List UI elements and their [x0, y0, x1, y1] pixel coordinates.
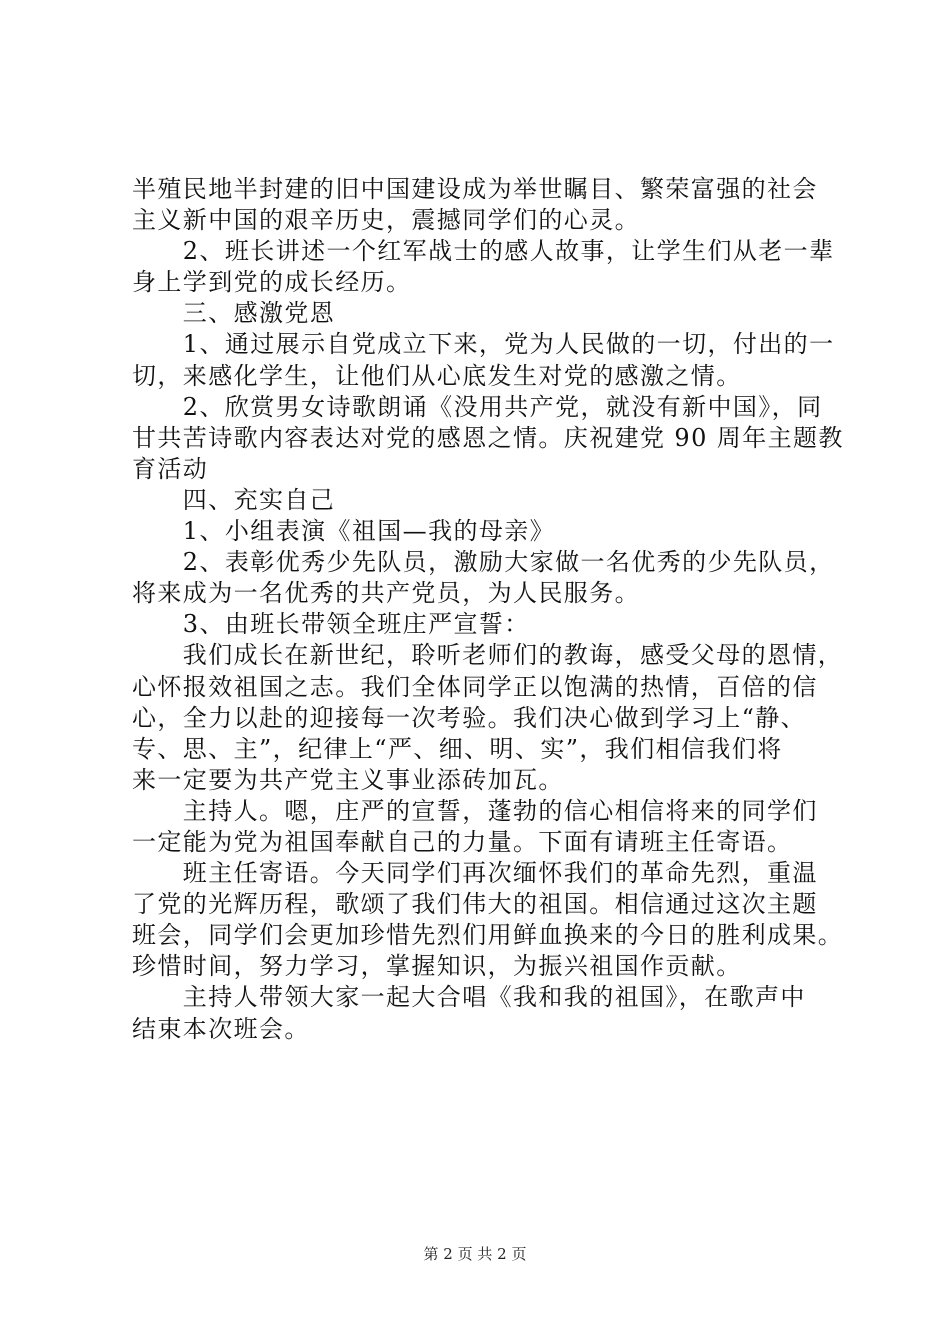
- paragraph: [132, 516, 838, 547]
- text-line: 结束本次班会。: [132, 1014, 310, 1043]
- paragraph: [132, 236, 838, 298]
- text-line: 3、由班长带领全班庄严宣誓：: [132, 610, 530, 639]
- section-heading: [132, 298, 838, 329]
- text-line: 2、欣赏男女诗歌朗诵《没用共产党，就没有新中国》，同: [132, 392, 823, 421]
- text-line: 班主任寄语。今天同学们再次缅怀我们的革命先烈，重温: [132, 859, 818, 888]
- text-line: 身上学到党的成长经历。: [132, 268, 412, 297]
- heading-text: 四、充实自己: [132, 485, 336, 514]
- text-line: 心，全力以赴的迎接每一次考验。我们决心做到学习上“静、: [132, 703, 807, 732]
- document-body: [132, 174, 844, 1045]
- text-line: 主持人。嗯，庄严的宣誓，蓬勃的信心相信将来的同学们: [132, 796, 818, 825]
- paragraph: [132, 796, 838, 858]
- paragraph: [132, 609, 838, 640]
- heading-text: 三、感激党恩: [132, 299, 336, 328]
- text-line: 我们成长在新世纪，聆听老师们的教诲，感受父母的恩情，: [132, 641, 844, 670]
- section-heading: [132, 485, 838, 516]
- paragraph: [132, 982, 838, 1044]
- text-line: 1、通过展示自党成立下来，党为人民做的一切，付出的一: [132, 330, 835, 359]
- text-line: 切，来感化学生，让他们从心底发生对党的感激之情。: [132, 361, 742, 390]
- text-line: 将来成为一名优秀的共产党员，为人民服务。: [132, 579, 640, 608]
- text-line: 1、小组表演《祖国—我的母亲》: [132, 517, 556, 546]
- text-line: 珍惜时间，努力学习，掌握知识，为振兴祖国作贡献。: [132, 952, 742, 981]
- text-line: 主持人带领大家一起大合唱《我和我的祖国》，在歌声中: [132, 983, 806, 1012]
- pledge-paragraph: [132, 640, 844, 795]
- paragraph: [132, 858, 844, 982]
- text-line: 2、班长讲述一个红军战士的感人故事，让学生们从老一辈: [132, 237, 835, 266]
- text-line: 2、表彰优秀少先队员，激励大家做一名优秀的少先队员，: [132, 548, 835, 577]
- paragraph: [132, 329, 838, 391]
- text-line: 了党的光辉历程，歌颂了我们伟大的祖国。相信通过这次主题: [132, 890, 818, 919]
- paragraph: [132, 547, 838, 609]
- text-line: 甘共苦诗歌内容表达对党的感恩之情。庆祝建党 90 周年主题教: [132, 423, 844, 452]
- text-line: 专、思、主”，纪律上“严、细、明、实”，我们相信我们将: [132, 734, 783, 763]
- text-line: 心怀报效祖国之志。我们全体同学正以饱满的热情，百倍的信: [132, 672, 818, 701]
- text-line: 育活动: [132, 454, 209, 483]
- text-line: 来一定要为共产党主义事业添砖加瓦。: [132, 765, 564, 794]
- page-footer: [0, 1244, 950, 1264]
- text-line: 一定能为党为祖国奉献自己的力量。下面有请班主任寄语。: [132, 827, 793, 856]
- paragraph: [132, 174, 838, 236]
- text-line: 班会，同学们会更加珍惜先烈们用鲜血换来的今日的胜利成果。: [132, 921, 844, 950]
- page-number: 第 2 页 共 2 页: [423, 1245, 527, 1263]
- text-line: 半殖民地半封建的旧中国建设成为举世瞩目、繁荣富强的社会: [132, 175, 818, 203]
- paragraph: [132, 392, 844, 485]
- text-line: 主义新中国的艰辛历史，震撼同学们的心灵。: [132, 206, 640, 235]
